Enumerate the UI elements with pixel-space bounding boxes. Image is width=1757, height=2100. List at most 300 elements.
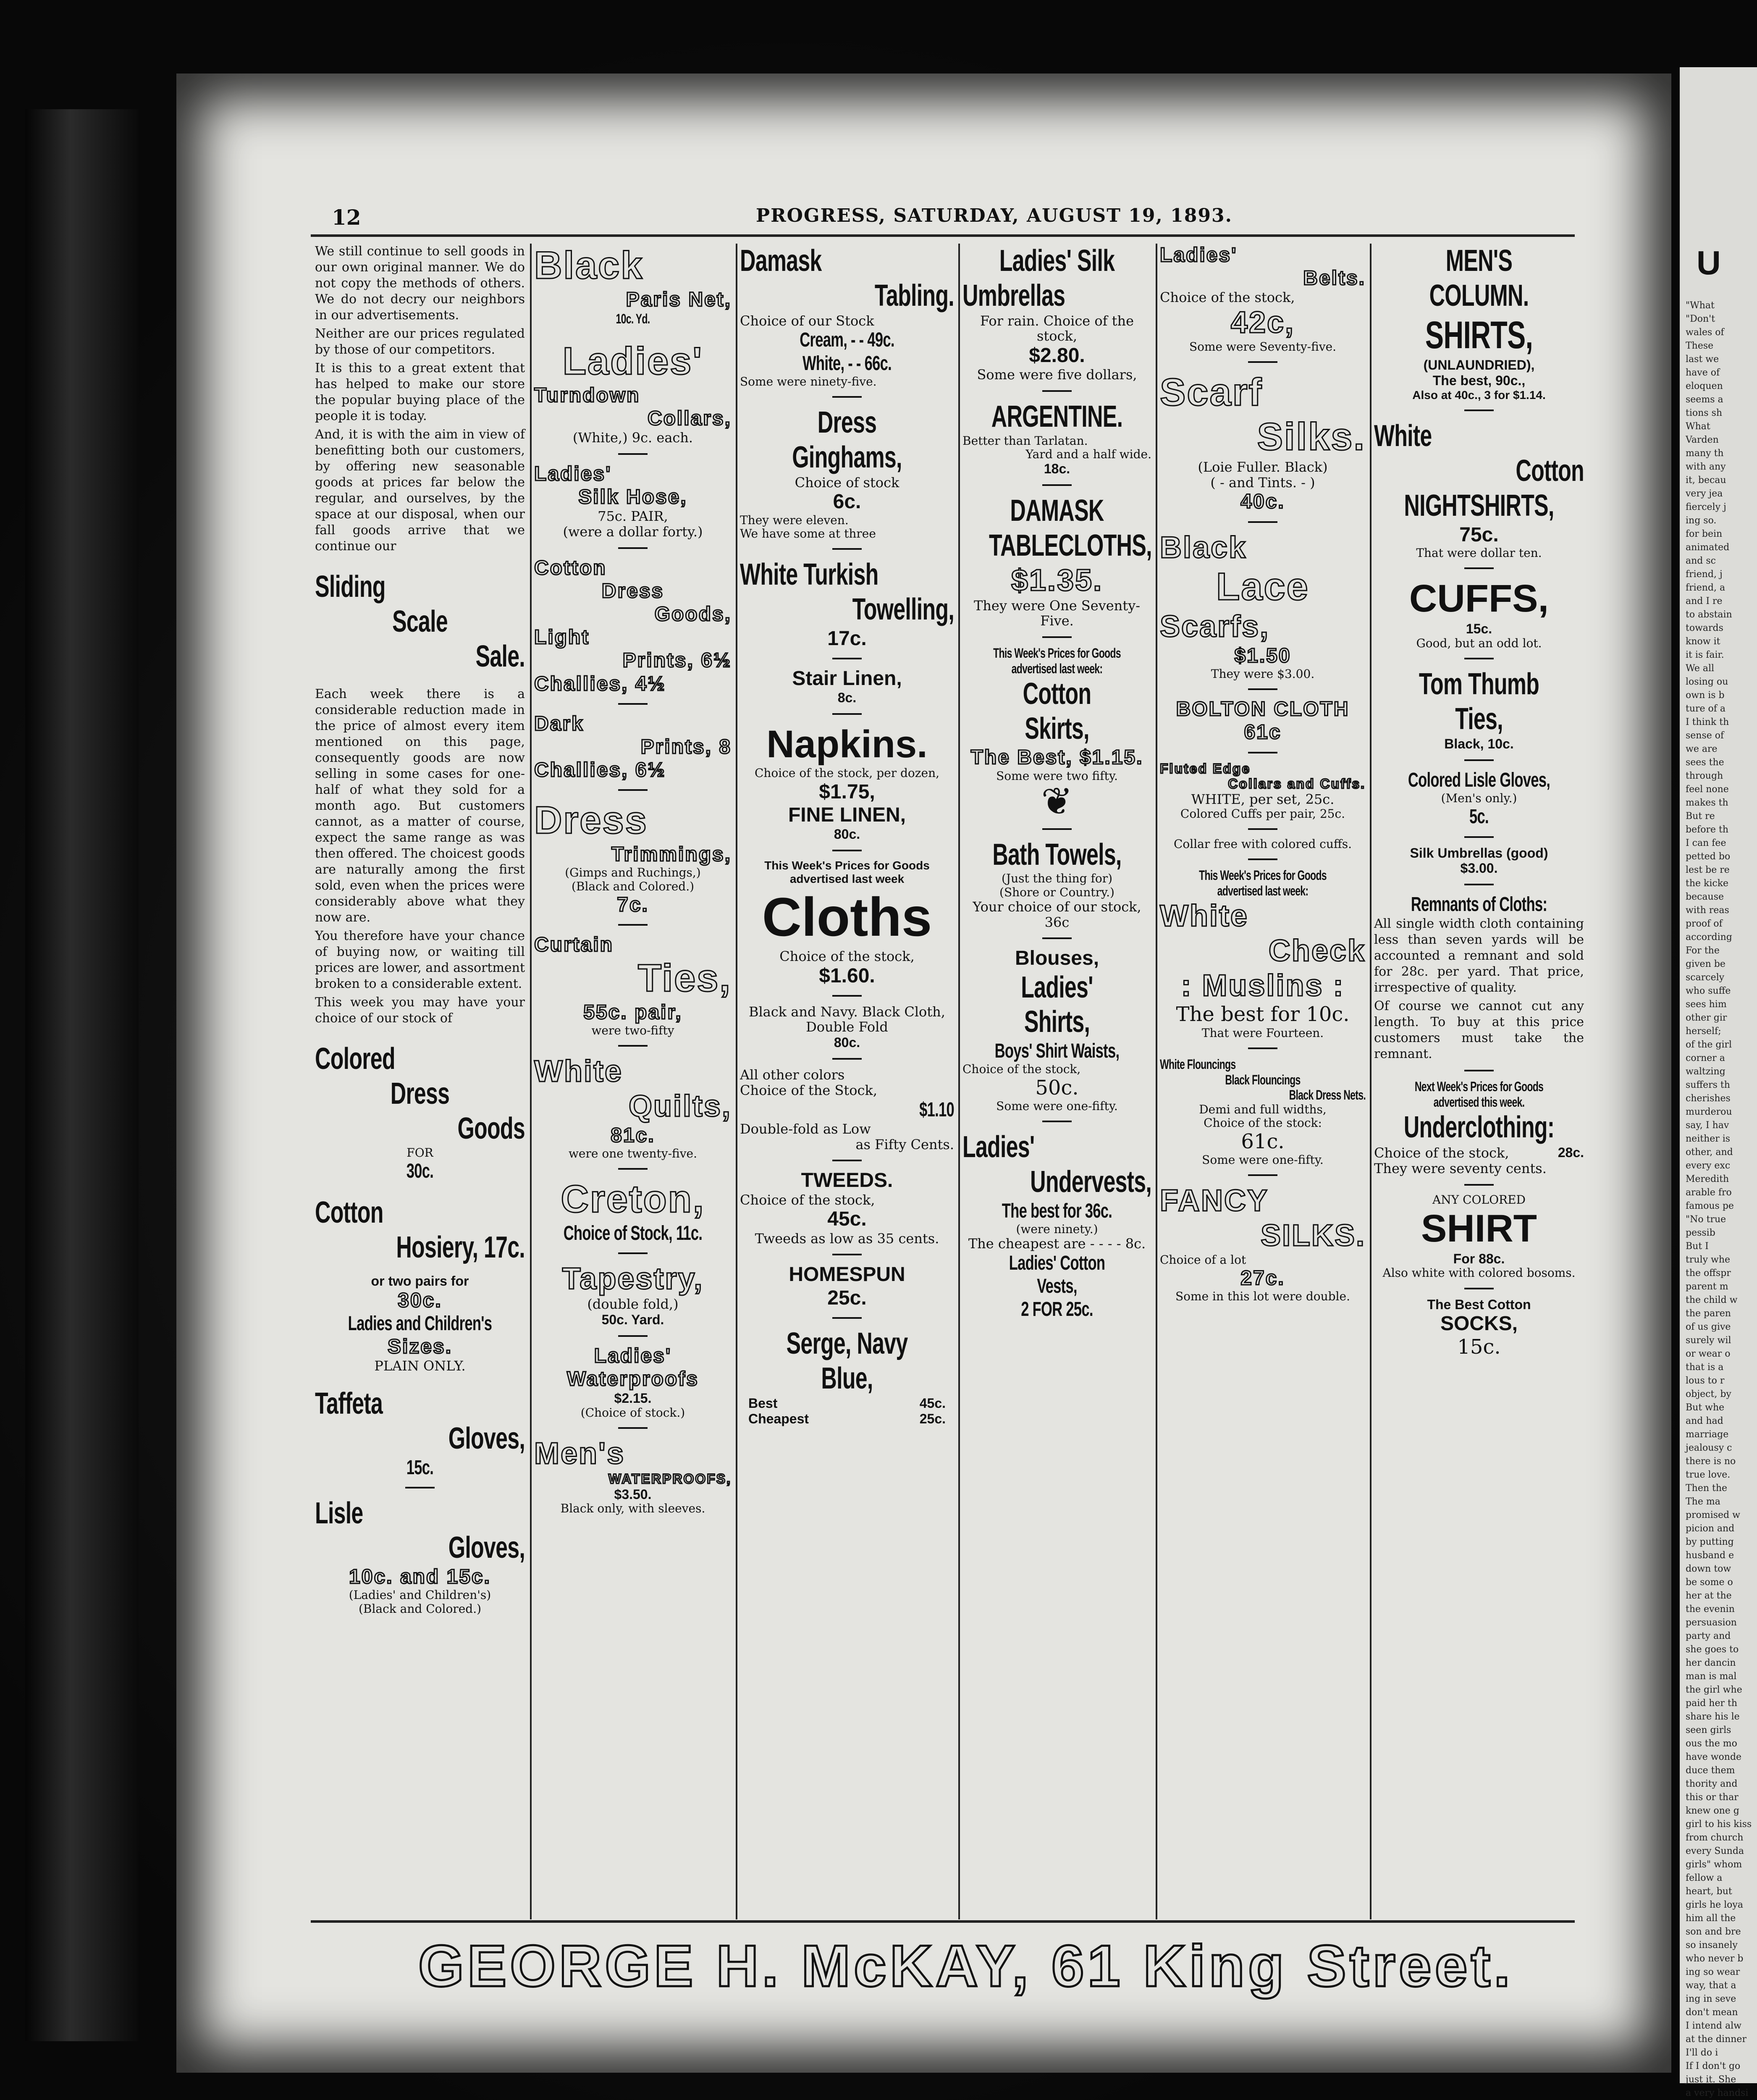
adjacent-page-line: the girl whe [1686, 1685, 1742, 1695]
undervests-heading: Undervests, [1030, 1165, 1151, 1199]
adjacent-page-line: have wonde [1686, 1752, 1742, 1762]
adjacent-page-line: scarcely [1686, 972, 1725, 983]
collars-heading: Collars, [647, 407, 732, 430]
plain-only-text: PLAIN ONLY. [374, 1358, 466, 1374]
masthead: PROGRESS, SATURDAY, AUGUST 19, 1893. [756, 205, 1233, 226]
adjacent-page-line: son and bre [1686, 1927, 1741, 1937]
advertiser-name: GEORGE H. McKAY, 61 King Street. [418, 1933, 1514, 1999]
note: Some were ninety-five. [740, 374, 877, 388]
price: 15c. [406, 1456, 434, 1479]
divider [1464, 410, 1494, 411]
adjacent-page-line: be some o [1686, 1577, 1733, 1588]
adjacent-page-line: fellow a [1686, 1873, 1723, 1883]
price: $1.35. [1011, 563, 1103, 597]
white-heading: White [1160, 899, 1248, 933]
ornament-icon: ❦ [1041, 779, 1073, 824]
adjacent-page-line: party and [1686, 1631, 1731, 1641]
flouncings-text: Black Flouncings [1225, 1072, 1301, 1087]
adjacent-page-line: Varden [1686, 435, 1719, 445]
any-colored-label: ANY COLORED [1432, 1192, 1526, 1207]
divider [1248, 752, 1277, 753]
price: Your choice of our stock, 36c [973, 898, 1141, 930]
price: 5c. [1469, 806, 1489, 828]
price: $1.50 [1234, 644, 1291, 667]
footer-rule [311, 1920, 1575, 1923]
dress-heading: Dress [390, 1077, 450, 1111]
tapestry-heading: Tapestry, [562, 1262, 704, 1296]
price: 27c. [1240, 1267, 1285, 1289]
adjacent-page-line: she goes to [1686, 1644, 1739, 1655]
adjacent-page-line: sense of [1686, 730, 1724, 741]
price: Cream, - - 49c. [800, 329, 894, 352]
price: Also at 40c., 3 for $1.14. [1412, 388, 1546, 402]
adjacent-page-line: to abstain [1686, 609, 1732, 620]
adjacent-page-line: the offspr [1686, 1268, 1731, 1278]
adjacent-page-line: cherishes [1686, 1093, 1731, 1104]
note: They were $3.00. [1211, 667, 1315, 681]
ginghams-heading: Dress Ginghams, [792, 405, 902, 474]
divider [832, 1160, 862, 1161]
price: For 88c. [1453, 1251, 1505, 1266]
collars-cuffs-heading: Collars and Cuffs. [1228, 776, 1366, 792]
socks-heading: The Best Cotton [1427, 1297, 1531, 1312]
adjacent-page-line: and had [1686, 1416, 1723, 1426]
adjacent-page-line: husband e [1686, 1550, 1734, 1561]
adjacent-page-line: and sc [1686, 556, 1716, 566]
shirt-heading: SHIRT [1421, 1207, 1537, 1250]
adjacent-page-line: of us give [1686, 1322, 1731, 1332]
price: 42c, [1230, 306, 1295, 340]
adjacent-page-line: so insanely [1686, 1940, 1738, 1950]
this-week-label: This Week's Prices for Goods [1199, 868, 1327, 883]
price: 61c [1244, 721, 1282, 744]
blouses-heading: Blouses, [1015, 947, 1099, 970]
dark-heading: Dark [534, 712, 584, 735]
adjacent-page-line: persuasion [1686, 1617, 1737, 1628]
cuffs-heading: CUFFS, [1409, 577, 1549, 620]
body-paragraph: You therefore have your chance of buying now, or waiting till prices are lower, and assortment broken to a considerable extent. [315, 929, 525, 992]
mens-column [1374, 244, 1584, 1907]
divider [618, 1427, 648, 1429]
challies-price: Challies, 6½ [534, 759, 666, 782]
adjacent-page-line: a very handsi [1686, 2088, 1749, 2098]
adjacent-page-line: Then the [1686, 1483, 1728, 1494]
adjacent-page-line: and I re [1686, 596, 1723, 606]
page-header [332, 205, 1596, 230]
adjacent-page-line: tions sh [1686, 408, 1723, 418]
column-divider [958, 244, 960, 1919]
note: Some were one-fifty. [996, 1099, 1118, 1113]
underclothing-heading: Underclothing: [1403, 1110, 1555, 1144]
note: (Men's only.) [1441, 791, 1517, 806]
tabling-heading: Tabling. [874, 278, 954, 312]
adjacent-page-line: If I don't go [1686, 2061, 1741, 2071]
note: Black and Navy. Black Cloth, [749, 1003, 945, 1020]
adjacent-page-line: of the girl [1686, 1040, 1732, 1050]
ladies-heading: Ladies' [1160, 244, 1238, 266]
adjacent-page-line: corner a [1686, 1053, 1725, 1063]
adjacent-page-line: it, becau [1686, 475, 1726, 486]
adjacent-page-line: knew one g [1686, 1806, 1739, 1816]
note: We have some at three [740, 526, 876, 541]
quilts-heading: Quilts, [628, 1089, 732, 1124]
divider [1464, 836, 1494, 838]
note: Some in this lot were double. [1175, 1289, 1350, 1303]
note: That were dollar ten. [1416, 546, 1542, 560]
divider [1464, 1288, 1494, 1289]
adjacent-page-line: every Sunda [1686, 1846, 1744, 1856]
adjacent-page-line: through [1686, 771, 1723, 781]
sale-heading: Sale. [475, 639, 525, 673]
price: The best, 90c., [1432, 373, 1526, 388]
note: Double-fold as Low [740, 1121, 871, 1137]
adjacent-page-line: by putting [1686, 1537, 1734, 1547]
adjacent-page-line: way, that a [1686, 1980, 1736, 1991]
curtain-heading: Curtain [534, 933, 614, 956]
adjacent-page-line: friend, j [1686, 569, 1723, 580]
price: 81c. [611, 1124, 655, 1147]
hosiery-heading: Cotton [315, 1196, 383, 1230]
adjacent-page-line: Meredith [1686, 1174, 1729, 1184]
price: 80c. [834, 827, 860, 842]
divider [832, 713, 862, 715]
remnants-text: All single width cloth containing less than seven yards will be accounted a remnant and sold for 28c. per yard. That price, irrespective of quality. [1374, 916, 1584, 995]
adjacent-page-line: wales of [1686, 327, 1724, 338]
note: (were ninety.) [1016, 1222, 1098, 1236]
cotton-heading: Cotton [534, 556, 607, 579]
adjacent-page-line: with any [1686, 462, 1726, 472]
challies-price: Challies, 4½ [534, 672, 666, 695]
note: Choice of the stock, [1374, 1144, 1509, 1161]
adjacent-page-line: "What [1686, 300, 1715, 311]
adjacent-page-line: who suffe [1686, 986, 1731, 996]
price: 55c. pair, [583, 1001, 682, 1024]
price: 18c. [1044, 461, 1070, 477]
adjacent-page-line: object, by [1686, 1389, 1731, 1399]
note: Choice of the Stock, [740, 1082, 878, 1098]
towelling-heading: Towelling, [852, 592, 954, 626]
note: Choice of the stock, [962, 1062, 1081, 1076]
turndown-heading: Turndown [534, 384, 640, 407]
divider [1042, 484, 1072, 486]
divider [618, 1168, 648, 1170]
price: 50c. Yard. [601, 1312, 664, 1327]
adjacent-page-line: truly whe [1686, 1255, 1731, 1265]
price: $1.75, [819, 780, 875, 803]
goods-heading: Goods, [654, 603, 732, 626]
adjacent-page-line: ing so wear [1686, 1967, 1740, 1977]
page-number: 12 [332, 205, 361, 230]
lisle-heading: Lisle [315, 1496, 363, 1530]
column-two [534, 244, 732, 1907]
divider [1042, 937, 1072, 939]
note: (Choice of stock.) [580, 1405, 685, 1420]
adjacent-page-line: murderou [1686, 1107, 1732, 1117]
price: The best for 36c. [1002, 1200, 1112, 1222]
adjacent-page-line: I intend alw [1686, 2021, 1741, 2031]
scarf-heading: Scarf [1160, 371, 1263, 414]
divider [1248, 688, 1277, 690]
adjacent-page-line: But whe [1686, 1402, 1725, 1413]
cheapest-label: Cheapest [748, 1411, 809, 1427]
adjacent-page-line: girls" whom [1686, 1859, 1742, 1870]
adjacent-page-line: lest be re [1686, 865, 1730, 875]
silk-hose-heading: Silk Hose, [578, 486, 687, 508]
note: Choice of stock [795, 474, 899, 491]
column-divider [736, 244, 737, 1919]
adjacent-page-line: this or thar [1686, 1792, 1739, 1803]
adjacent-page-line: every exc [1686, 1160, 1731, 1171]
tablecloths-heading: TABLECLOTHS, [989, 528, 1152, 562]
adjacent-page-line: What [1686, 421, 1710, 432]
divider [1042, 390, 1072, 392]
body-paragraph: This week you may have your choice of our stock of [315, 995, 525, 1026]
divider [618, 1252, 648, 1254]
divider [1464, 1184, 1494, 1186]
adjacent-page-line: neither is [1686, 1134, 1731, 1144]
price: Colored Cuffs per pair, 25c. [1180, 807, 1345, 821]
goods-heading: Goods [457, 1111, 525, 1145]
adjacent-page-line: seen girls [1686, 1725, 1731, 1735]
price: Choice of Stock, 11c. [563, 1222, 703, 1245]
this-week-label: advertised last week: [1217, 883, 1309, 899]
check-heading: Check [1268, 934, 1366, 968]
body-paragraph: Each week there is a considerable reduction made in the price of almost every item mentioned on this page, consequently goods are now selling in some cases for one-half of what they sold for a month ago. But customers cannot, as a matter of course, expect the same range as was then offered. The choicest goods are naturally among the first sold, even when the prices were considerably above what they now are. [315, 687, 525, 925]
price: The cheapest are - - - - 8c. [968, 1235, 1146, 1252]
mens-column-heading: MEN'S COLUMN. [1429, 244, 1529, 312]
adjacent-page-line: duce them [1686, 1765, 1735, 1776]
muslins-heading: : Muslins : [1181, 969, 1345, 1003]
waists-heading: Boys' Shirt Waists, [994, 1040, 1120, 1063]
adjacent-page-line: herself; [1686, 1026, 1721, 1037]
adjacent-page-line: share his le [1686, 1712, 1740, 1722]
this-week-label: advertised last week: [1011, 661, 1103, 676]
lisle-gloves: Gloves, [448, 1531, 525, 1565]
note: Yard and a half wide. [1025, 447, 1151, 462]
adjacent-page-line: petted bo [1686, 851, 1731, 862]
column-divider [1370, 244, 1372, 1919]
serge-heading: Serge, Navy Blue, [786, 1326, 908, 1395]
vests-heading: Ladies' Cotton Vests, [1009, 1252, 1105, 1297]
ladies-heading: Ladies' [534, 462, 612, 485]
divider [832, 1058, 862, 1060]
divider [618, 547, 648, 549]
tom-thumb-heading: Tom Thumb Ties, [1419, 667, 1539, 736]
adjacent-page-line: eloquen [1686, 381, 1723, 391]
argentine-heading: ARGENTINE. [991, 400, 1123, 434]
note: That were Fourteen. [1201, 1026, 1324, 1040]
prints-price: Prints, 6½ [622, 649, 732, 672]
adjacent-page-line: don't mean [1686, 2007, 1738, 2018]
price: The best for 10c. [1176, 1003, 1350, 1026]
adjacent-page-line: animated [1686, 542, 1730, 553]
divider [1464, 567, 1494, 569]
divider [832, 658, 862, 659]
note: were one twenty-five. [568, 1147, 698, 1161]
price: 6c. [833, 491, 861, 513]
adjacent-page-line: just it. She [1686, 2074, 1736, 2085]
note: Collar free with colored cuffs. [1173, 837, 1352, 851]
intro-paragraph: Neither are our prices regulated by those of our competitors. [315, 326, 525, 357]
adjacent-page-line: For the [1686, 945, 1720, 956]
adjacent-page-line: the kicke [1686, 878, 1729, 889]
adjacent-page-line: But I [1686, 1241, 1709, 1252]
adjacent-page-line: towards [1686, 623, 1723, 633]
adjacent-page-line: him all the [1686, 1913, 1736, 1924]
adjacent-page-line: famous pe [1686, 1201, 1734, 1211]
black-heading: Black [534, 244, 644, 287]
silks-heading: SILKS. [1260, 1218, 1366, 1252]
intro-paragraph: And, it is with the aim in view of benefitting both our customers, by offering new seasonable goods at prices far below the regular, and ourselves, by the space at our disposal, when our fall goods arrive that we continue our [315, 427, 525, 554]
adjacent-page-line: seems a [1686, 394, 1723, 405]
this-week-label: This Week's Prices for Goods [764, 858, 930, 872]
damask-heading: DAMASK [1010, 494, 1104, 528]
colored-heading: Colored [315, 1042, 395, 1076]
adjacent-page-line: But re [1686, 811, 1715, 822]
remnants-heading: Remnants of Cloths: [1411, 893, 1547, 916]
note: Choice of the stock: [1204, 1116, 1322, 1130]
next-week-label: Next Week's Prices for Goods [1414, 1079, 1544, 1095]
divider [832, 1254, 862, 1255]
taffeta-gloves: Gloves, [448, 1421, 525, 1455]
waterproofs-heading: Waterproofs [567, 1368, 699, 1390]
adjacent-page-line: I think th [1686, 717, 1729, 727]
divider [405, 1487, 435, 1488]
adjacent-page-line: friend, a [1686, 583, 1726, 593]
price: 25c. [827, 1286, 867, 1309]
price: 17c. [827, 627, 867, 650]
napkins-heading: Napkins. [766, 722, 928, 766]
price: 40c. [1240, 491, 1285, 513]
adjacent-page-line: promised w [1686, 1510, 1740, 1520]
divider [618, 703, 648, 705]
tweeds-heading: TWEEDS. [801, 1169, 893, 1192]
ladies-children-text: Ladies and Children's [348, 1312, 492, 1335]
note: Some were five dollars, [977, 367, 1137, 383]
hosiery-price: Hosiery, 17c. [396, 1230, 525, 1264]
adjacent-page-line: girls he loya [1686, 1900, 1743, 1910]
adjacent-page-line: ous the mo [1686, 1738, 1737, 1749]
price: $3.50. [614, 1486, 652, 1502]
note: (Loie Fuller. Black) [1198, 459, 1328, 475]
price: 61c. [1241, 1129, 1285, 1153]
umbrellas-heading: Ladies' Silk [999, 244, 1115, 278]
adjacent-page-line: know it [1686, 636, 1720, 647]
divider [832, 995, 862, 997]
adjacent-page-line: pessib [1686, 1228, 1715, 1238]
column-five [1160, 244, 1366, 1907]
divider [1248, 858, 1277, 860]
note: Demi and full widths, [1199, 1102, 1327, 1117]
fancy-heading: FANCY [1160, 1184, 1269, 1218]
price: $1.60. [819, 964, 875, 987]
note: Choice of our Stock [740, 312, 874, 329]
price: (White,) 9c. each. [572, 429, 693, 446]
waterproofs-heading: WATERPROOFS, [608, 1471, 732, 1486]
note: Some were one-fifty. [1202, 1152, 1324, 1167]
column-three [740, 244, 954, 1907]
adjacent-page-line: The ma [1686, 1496, 1720, 1507]
note: were two-fifty [591, 1024, 674, 1038]
note: Choice of the stock, [1160, 289, 1295, 306]
adjacent-page-line: very jea [1686, 488, 1723, 499]
adjacent-page-line: ing so. [1686, 515, 1717, 526]
adjacent-page-line: the paren [1686, 1308, 1731, 1319]
black-heading: Black [1160, 530, 1247, 564]
note: They were seventy cents. [1374, 1160, 1547, 1176]
adjacent-page-line: her at the [1686, 1591, 1732, 1601]
divider [1042, 1121, 1072, 1122]
divider [1248, 828, 1277, 830]
divider [1464, 1070, 1494, 1071]
adjacent-page-line: thority and [1686, 1779, 1738, 1789]
price: 50c. [1035, 1076, 1079, 1100]
price: 75c. [1459, 523, 1499, 546]
price: 75c. PAIR, [598, 508, 668, 525]
note: Choice of a lot [1160, 1252, 1246, 1267]
price: 10c. Yd. [616, 311, 650, 326]
price: The Best, $1.15. [970, 746, 1143, 769]
sliding-heading: Sliding [315, 570, 385, 604]
note: Tweeds as low as 35 cents. [755, 1230, 939, 1247]
adjacent-page-line: there is no [1686, 1456, 1736, 1467]
price: 30c. [398, 1289, 442, 1312]
ladies-heading: Ladies' [594, 1344, 672, 1367]
adjacent-page-line: waltzing [1686, 1066, 1726, 1077]
adjacent-page-line: other gir [1686, 1013, 1727, 1023]
divider [618, 924, 648, 926]
fine-linen-heading: FINE LINEN, [788, 803, 906, 826]
shirts-heading: Ladies' Shirts, [1021, 970, 1093, 1039]
lisle-gloves-heading: Colored Lisle Gloves, [1408, 769, 1550, 792]
note: (Shore or Country.) [999, 885, 1115, 899]
note: (were a dollar forty.) [563, 523, 703, 540]
adjacent-page-line: for bein [1686, 529, 1723, 539]
next-week-label: advertised this week. [1433, 1095, 1525, 1110]
trimmings-heading: Trimmings, [611, 843, 732, 866]
umbrellas-heading: Umbrellas [962, 278, 1065, 312]
adjacent-page-line: I can fee [1686, 838, 1726, 848]
adjacent-page-line: I'll do i [1686, 2048, 1718, 2058]
adjacent-page-line: given be [1686, 959, 1726, 969]
adjacent-page-line: girl to his kiss [1686, 1819, 1752, 1830]
note: (Black and Colored.) [571, 879, 695, 893]
note: (double fold,) [587, 1296, 679, 1312]
divider [1248, 1047, 1277, 1049]
price: $2.80. [1029, 344, 1085, 367]
column-divider [1156, 244, 1157, 1919]
adjacent-page-line: true love. [1686, 1470, 1731, 1480]
adjacent-page-line: losing ou [1686, 677, 1728, 687]
adjacent-page-line: sees him [1686, 999, 1727, 1010]
adjacent-page-line: because [1686, 892, 1724, 902]
homespun-heading: HOMESPUN [789, 1263, 905, 1286]
price: White, - - 66c. [802, 352, 892, 375]
adjacent-page-line: her dancin [1686, 1658, 1736, 1668]
book-spine [25, 109, 139, 2041]
prints-price: Prints, 8 [640, 736, 732, 759]
adjacent-page-line: sees the [1686, 757, 1724, 768]
best-label: Best [748, 1396, 778, 1411]
adjacent-page-line: according [1686, 932, 1732, 942]
adjacent-page-line: "Don't [1686, 314, 1715, 324]
adjacent-page-line: These [1686, 341, 1714, 351]
bath-towels-heading: Bath Towels, [992, 837, 1122, 872]
note: (Gimps and Ruchings,) [565, 866, 701, 880]
adjacent-page-line: own is b [1686, 690, 1725, 701]
divider [1464, 658, 1494, 659]
divider [1248, 361, 1277, 363]
